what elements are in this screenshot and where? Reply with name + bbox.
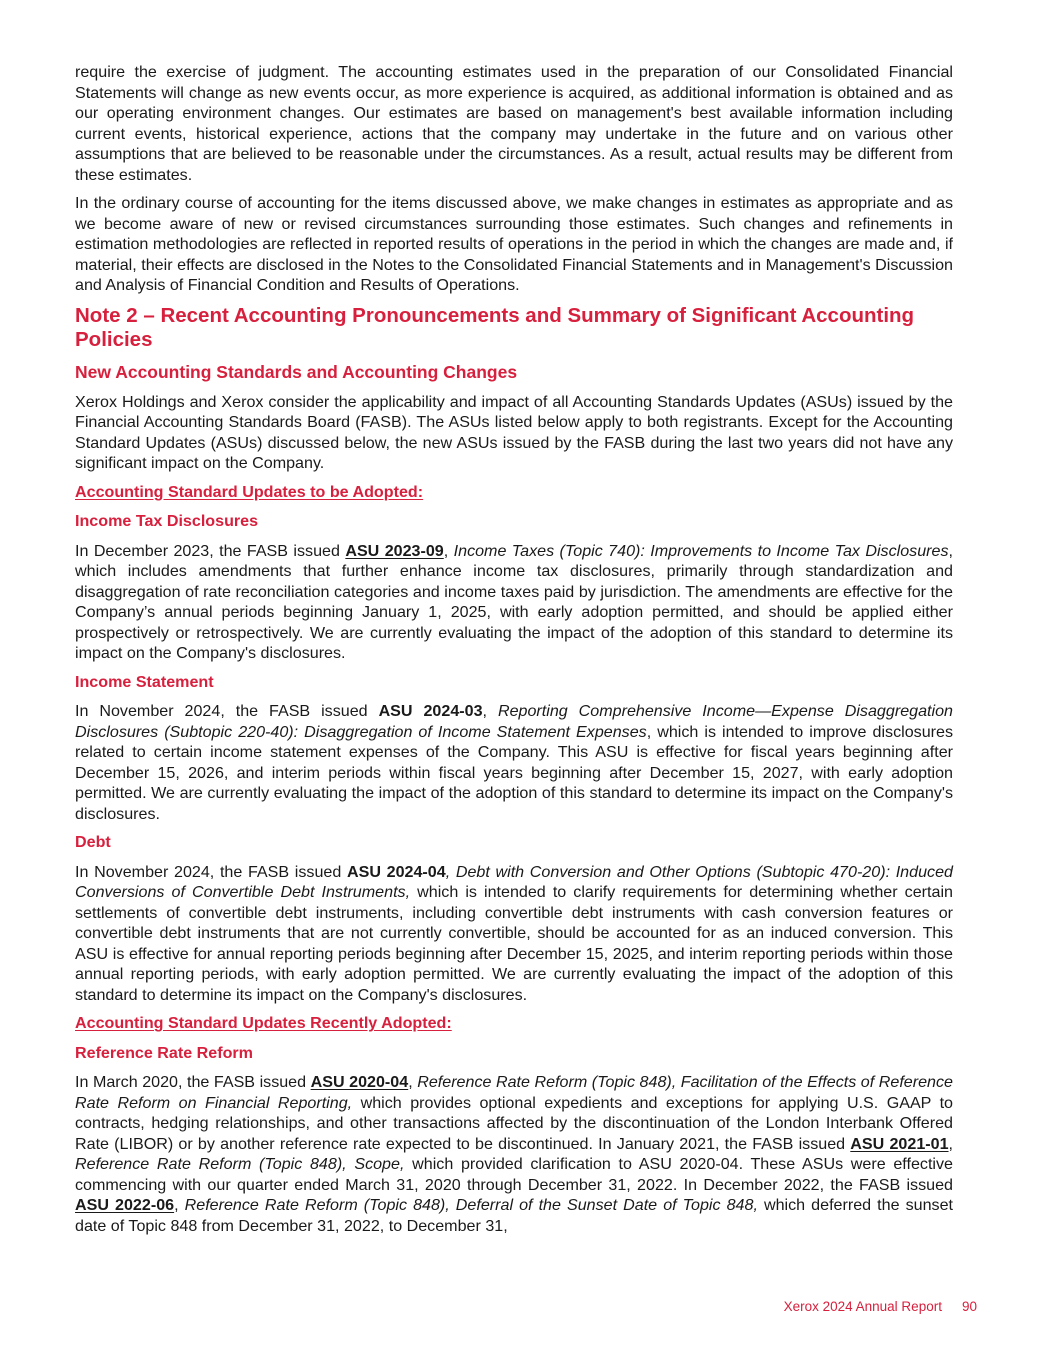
section-intro-paragraph: Xerox Holdings and Xerox consider the applicability and impact of all Accounting Standards Updates (ASUs) issued by the Financial Accounting Standards Board (FASB). The ASUs listed below apply to both registrants. Except for the Accounting Standard Updates (ASUs) discussed below, the new ASUs issued by the FASB during the last two years did not have any significant impact on the Company.	[75, 392, 953, 472]
text-run: which provided clarification to ASU 2020-04. These ASUs were effective commencing with our quarter ended March 31, 2020 through December 31, 2022. In December 2022, the FASB issued	[75, 1155, 953, 1194]
standard-title: Reference Rate Reform (Topic 848), Deferral of the Sunset Date of Topic 848,	[184, 1196, 758, 1214]
asu-link-2023-09[interactable]: ASU 2023-09	[345, 541, 444, 560]
asu-2024-04: ASU 2024-04	[346, 862, 446, 881]
text-run: ,	[948, 1134, 954, 1153]
text-run: , which is intended to improve disclosures related to certain income statement expenses of the Company. This ASU is effective for fiscal years beginning after December 15, 2026, and interim periods within fiscal years beginning after December 15, 2027, with early adoption permitted. We are currently evaluating the impact of the adoption of this standard to determine its impact on the Company's disclosures.	[75, 722, 953, 823]
asu-2024-03: ASU 2024-03	[378, 702, 483, 720]
intro-paragraph: require the exercise of judgment. The accounting estimates used in the preparation of our Consolidated Financial Statements will change as new events occur, as more experience is acquired, as additional information is obtained and as our operating environment changes. Our estimates are based on management's best available information including current events, historical experience, actions that the company may undertake in the future and on various other assumptions that are believed to be reasonable under the circumstances. As a result, actual results may be different from these estimates.	[75, 63, 953, 184]
asu-link-2022-06[interactable]: ASU 2022-06	[75, 1196, 175, 1214]
income-tax-heading: Income Tax Disclosures	[75, 512, 259, 530]
text-run: which is intended to clarify requirements for determining whether certain settlements of convertible debt instruments, including convertible debt instruments with cash conversion features or convertible debt instruments that are not currently convertible, should be accounted for as an induced conversion. This ASU is effective for annual reporting periods beginning after December 15, 2025, and interim reporting periods within those annual reporting periods, with early adoption permitted. We are currently evaluating the impact of the adoption of this standard to determine its impact on the Company's disclosures.	[75, 883, 953, 1004]
text-run: which provides optional expedients and exceptions for applying U.S. GAAP to contracts, hedging relationships, and other transactions affected by the discontinuation of the London Interbank Offered Rate (LIBOR) or by another reference rate expected to be discontinued. In January 2021, the FASB issued	[75, 1093, 954, 1153]
report-name: Xerox 2024 Annual Report	[783, 1299, 942, 1314]
text-run: , which includes amendments that further enhance income tax disclosures, primarily through standardization and disaggregation of rate reconciliation categories and income taxes paid by jurisdiction. The amendments are effective for the Company’s annual periods beginning January 1, 2025, with early adoption permitted, and should be applied either prospectively or retrospectively. We are currently evaluating the impact of the adoption of this standard to determine its impact on the Company's disclosures.	[75, 541, 953, 662]
text-run: which deferred the sunset date of Topic 848 from December 31, 2022, to December 31,	[75, 1196, 954, 1235]
text-run: ,	[174, 1196, 185, 1214]
asu-link-2021-01[interactable]: ASU 2021-01	[850, 1134, 949, 1153]
intro-paragraph: In the ordinary course of accounting for the items discussed above, we make changes in estimates as appropriate and as we become aware of new or revised circumstances surrounding those estimates. Such changes and refinements in estimation methodologies are reflected in reported results of operations in the period in which the changes are made and, if material, their effects are disclosed in the Notes to the Consolidated Financial Statements and in Management's Discussion and Analysis of Financial Condition and Results of Operations.	[75, 194, 953, 294]
section-title: New Accounting Standards and Accounting Changes	[75, 361, 518, 382]
income-tax-paragraph	[75, 541, 953, 664]
asu-link-2020-04[interactable]: ASU 2020-04	[310, 1073, 409, 1091]
text-run: ,	[482, 702, 498, 720]
to-be-adopted-heading: Accounting Standard Updates to be Adopted:	[75, 482, 424, 501]
reference-rate-heading: Reference Rate Reform	[75, 1043, 253, 1062]
note-title: Note 2 – Recent Accounting Pronouncements and Summary of Significant Accounting Policies	[75, 303, 915, 351]
text-run: ,	[408, 1073, 418, 1091]
text-run: In March 2020, the FASB issued	[75, 1073, 311, 1091]
page-number: 90	[961, 1299, 977, 1314]
recently-adopted-heading: Accounting Standard Updates Recently Adopted:	[75, 1014, 452, 1032]
standard-title: , Debt with Conversion and Other Options (Subtopic 470-20): Induced Conversions of Convertible Debt Instruments,	[75, 862, 953, 901]
document-page	[75, 62, 953, 1244]
reference-rate-paragraph	[75, 1072, 953, 1236]
income-statement-paragraph	[75, 701, 953, 824]
standard-title: Income Taxes (Topic 740): Improvements to Income Tax Disclosures	[453, 541, 949, 560]
text-run: In November 2024, the FASB issued	[75, 862, 347, 881]
standard-title: Reference Rate Reform (Topic 848), Facilitation of the Effects of Reference Rate Reform on Financial Reporting,	[75, 1073, 953, 1112]
text-run: In December 2023, the FASB issued	[75, 541, 346, 560]
standard-title: Reporting Comprehensive Income—Expense Disaggregation Disclosures (Subtopic 220-40): Disaggregation of Income Statement Expenses	[75, 702, 953, 741]
debt-paragraph	[75, 862, 953, 1006]
income-statement-heading: Income Statement	[75, 672, 214, 691]
text-run: ,	[443, 541, 454, 560]
text-run: In November 2024, the FASB issued	[75, 702, 379, 720]
debt-heading: Debt	[75, 833, 111, 851]
standard-title: Reference Rate Reform (Topic 848), Scope,	[75, 1155, 405, 1173]
page-footer	[0, 1299, 977, 1314]
